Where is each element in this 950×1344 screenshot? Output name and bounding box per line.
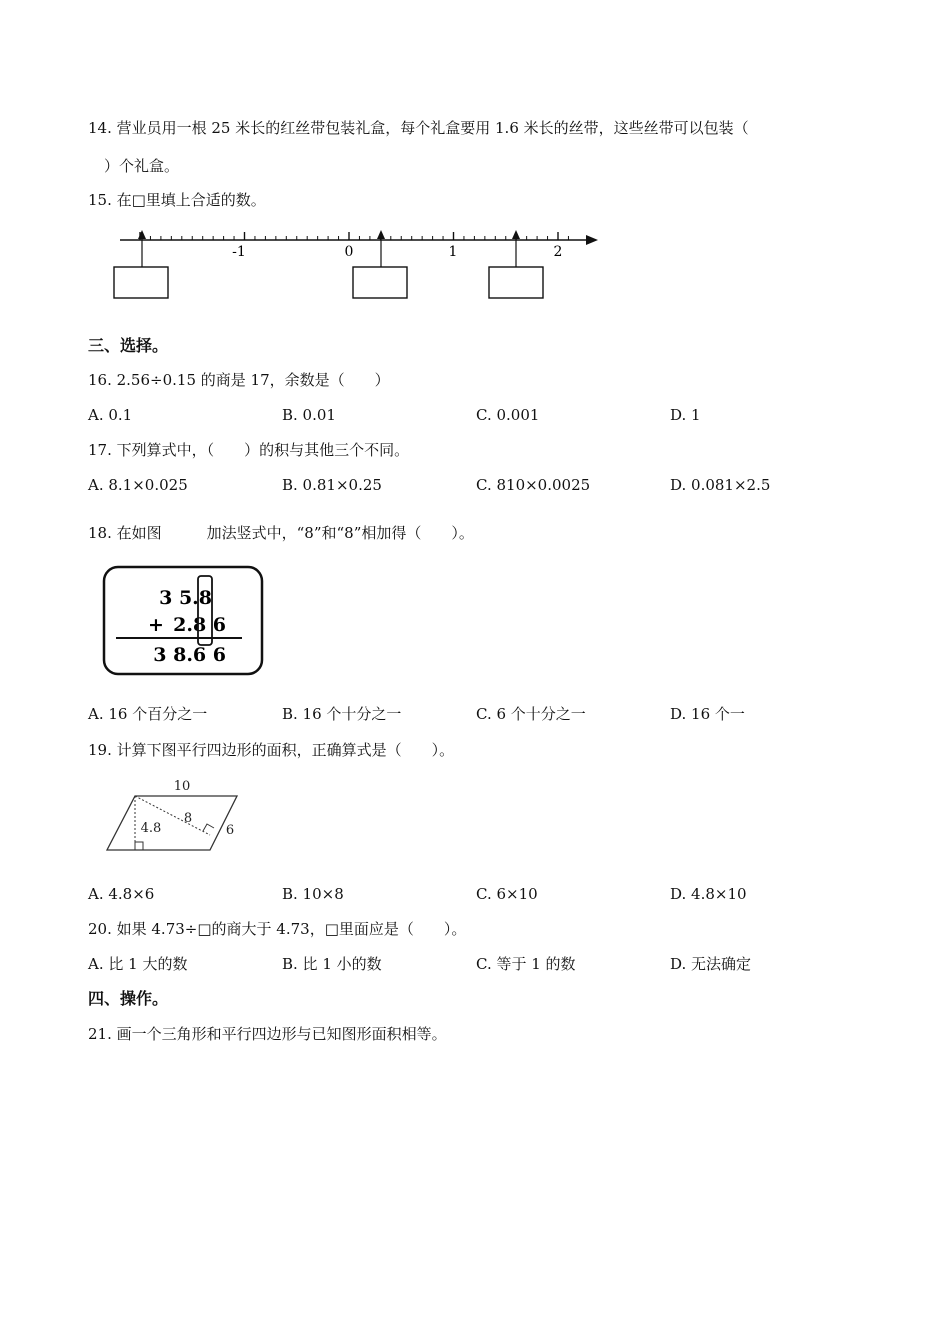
q17-option-d[interactable]: D. 0.081×2.5 bbox=[670, 476, 771, 494]
q16-option-c[interactable]: C. 0.001 bbox=[476, 406, 540, 424]
q17-text: 17. 下列算式中，（ ）的积与其他三个不同。 bbox=[88, 441, 410, 459]
q18-option-a[interactable]: A. 16 个百分之一 bbox=[88, 705, 208, 723]
row1-number: 3 5.8 bbox=[159, 587, 212, 609]
q19-option-a[interactable]: A. 4.8×6 bbox=[88, 885, 155, 903]
label-diag: 8 bbox=[183, 811, 193, 826]
q16-text: 16. 2.56÷0.15 的商是 17，余数是（ ） bbox=[88, 371, 390, 389]
q16-option-a[interactable]: A. 0.1 bbox=[88, 406, 133, 424]
section3-title: 三、选择。 bbox=[88, 336, 169, 355]
q16-option-d[interactable]: D. 1 bbox=[670, 406, 701, 424]
q19-option-d[interactable]: D. 4.8×10 bbox=[670, 885, 747, 903]
right-angle-mark-2 bbox=[203, 824, 214, 831]
pointer-arrow-2 bbox=[377, 230, 385, 239]
q15-number-line bbox=[100, 224, 610, 304]
q18-option-d[interactable]: D. 16 个一 bbox=[670, 705, 745, 723]
q19-option-b[interactable]: B. 10×8 bbox=[282, 885, 344, 903]
q17-option-a[interactable]: A. 8.1×0.025 bbox=[88, 476, 188, 494]
answer-box-1[interactable] bbox=[114, 267, 168, 298]
pointer-arrow-1 bbox=[138, 230, 146, 239]
row2-number: 2.8 6 bbox=[173, 614, 226, 636]
q18-option-b[interactable]: B. 16 个十分之一 bbox=[282, 705, 402, 723]
number-line-arrowhead bbox=[586, 235, 598, 245]
section4-title: 四、操作。 bbox=[88, 989, 169, 1008]
parallelogram bbox=[107, 796, 237, 850]
q15-text: 15. 在□里填上合适的数。 bbox=[88, 191, 266, 209]
pointer-arrow-3 bbox=[512, 230, 520, 239]
q18-addition-figure bbox=[100, 562, 268, 678]
label-2: 2 bbox=[553, 244, 563, 260]
sum-number: 3 8.6 6 bbox=[153, 644, 226, 666]
number-line-ticks bbox=[140, 232, 568, 240]
q19-text: 19. 计算下图平行四边形的面积，正确算式是（ ）。 bbox=[88, 741, 455, 759]
label-height: 4.8 bbox=[140, 821, 162, 836]
label-0: 0 bbox=[344, 244, 354, 260]
label-minus-1: -1 bbox=[232, 244, 246, 260]
q18-option-c[interactable]: C. 6 个十分之一 bbox=[476, 705, 586, 723]
q14-line1: 14. 营业员用一根 25 米长的红丝带包装礼盒，每个礼盒要用 1.6 米长的丝带，这些丝带可以包装（ bbox=[88, 119, 749, 137]
q17-option-b[interactable]: B. 0.81×0.25 bbox=[282, 476, 382, 494]
q20-option-b[interactable]: B. 比 1 小的数 bbox=[282, 955, 382, 973]
q20-option-d[interactable]: D. 无法确定 bbox=[670, 955, 752, 973]
answer-box-2[interactable] bbox=[353, 267, 407, 298]
plus-sign: + bbox=[148, 614, 164, 636]
label-1: 1 bbox=[448, 244, 458, 260]
q14-line2: ）个礼盒。 bbox=[104, 157, 180, 175]
q20-text: 20. 如果 4.73÷□的商大于 4.73，□里面应是（ ）。 bbox=[88, 920, 467, 938]
label-top: 10 bbox=[173, 779, 191, 794]
q21-text: 21. 画一个三角形和平行四边形与已知图形面积相等。 bbox=[88, 1025, 447, 1043]
q19-option-c[interactable]: C. 6×10 bbox=[476, 885, 538, 903]
q20-option-a[interactable]: A. 比 1 大的数 bbox=[88, 955, 188, 973]
q17-option-c[interactable]: C. 810×0.0025 bbox=[476, 476, 591, 494]
q19-parallelogram-figure bbox=[100, 772, 250, 858]
label-side: 6 bbox=[225, 823, 235, 838]
q20-option-c[interactable]: C. 等于 1 的数 bbox=[476, 955, 576, 973]
q18-text: 18. 在如图 加法竖式中，“8”和“8”相加得（ ）。 bbox=[88, 524, 474, 542]
q16-option-b[interactable]: B. 0.01 bbox=[282, 406, 336, 424]
answer-box-3[interactable] bbox=[489, 267, 543, 298]
right-angle-mark-1 bbox=[135, 842, 143, 850]
